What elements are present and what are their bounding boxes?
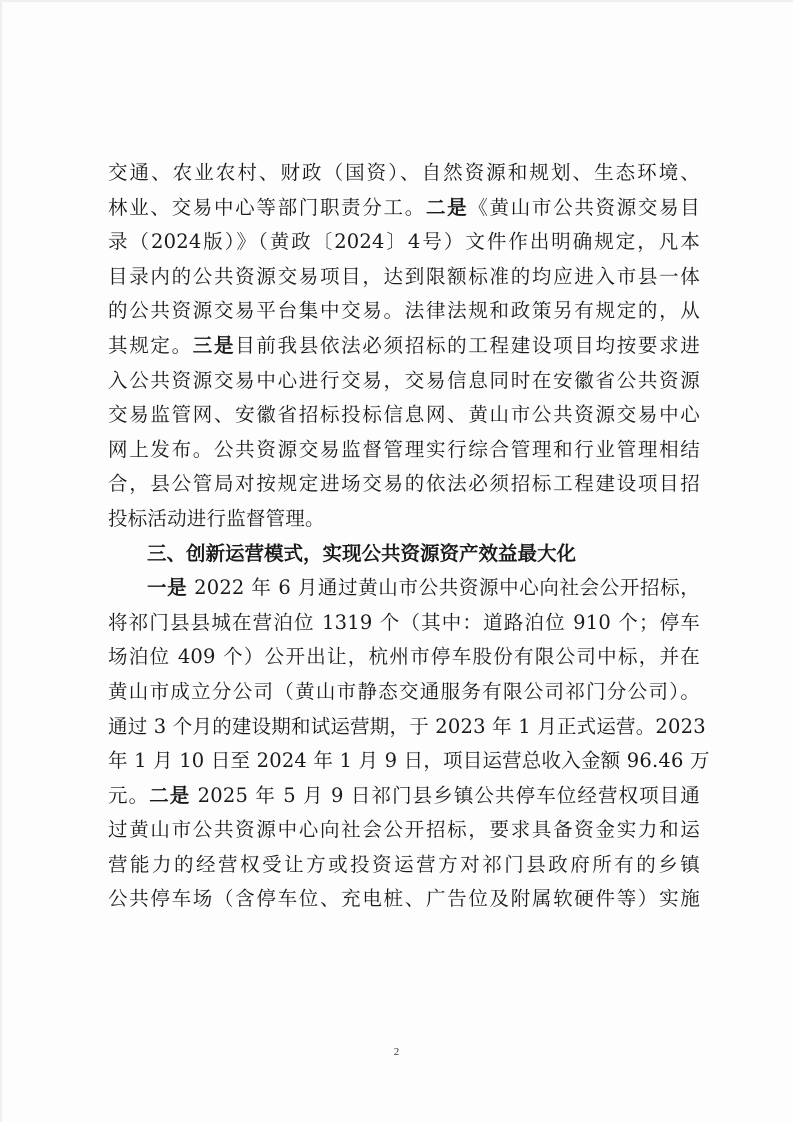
text-line: 目录内的公共资源交易项目，达到限额标准的均应进入市县一体 <box>108 264 700 288</box>
text-line: 交通、农业农村、财政（国资）、自然资源和规划、生态环境、 <box>108 161 700 184</box>
text-line: 场泊位 409 个）公开出让，杭州市停车股份有限公司中标，并在 <box>108 645 700 669</box>
section-heading: 三、创新运营模式，实现公共资源资产效益最大化 <box>147 541 577 565</box>
document-body <box>108 156 710 917</box>
text-line: 交易监管网、安徽省招标投标信息网、黄山市公共资源交易中心 <box>108 403 700 427</box>
text-run: 其规定。 <box>108 333 193 357</box>
scan-edge-top <box>0 0 793 2</box>
text-line <box>108 191 700 226</box>
text-line: 合，县公管局对按规定进场交易的依法必须招标工程建设项目招 <box>108 472 700 496</box>
text-line: 黄山市成立分公司（黄山市静态交通服务有限公司祁门分公司）。 <box>108 679 700 703</box>
text-run: 2022 年 6 月通过黄山市公共资源中心向社会公开招标， <box>187 576 701 600</box>
scan-edge <box>0 0 3 1122</box>
text-line: 网上发布。公共资源交易监督管理实行综合管理和行业管理相结 <box>108 437 700 461</box>
text-line: 公共停车场（含停车位、充电桩、广告位及附属软硬件等）实施 <box>108 887 700 911</box>
text-line: 将祁门县县城在营泊位 1319 个（其中：道路泊位 910 个；停车 <box>108 610 700 634</box>
text-run: 2025 年 5 月 9 日祁门县乡镇公共停车位经营权项目通 <box>190 783 700 807</box>
emphasis-label: 二是 <box>149 783 191 807</box>
text-line: 投标活动进行监督管理。 <box>108 506 325 530</box>
text-line: 通过 3 个月的建设期和试运营期，于 2023 年 1 月正式运营。2023 <box>108 714 706 738</box>
paragraph-operations <box>108 571 710 917</box>
text-line: 年 1 月 10 日至 2024 年 1 月 9 日，项目运营总收入金额 96.46 万 <box>108 749 710 773</box>
paragraph-regulation <box>108 156 700 537</box>
emphasis-label: 三是 <box>192 333 236 357</box>
text-line: 营能力的经营权受让方或投资运营方对祁门县政府所有的乡镇 <box>108 852 700 876</box>
text-line: 入公共资源交易中心进行交易，交易信息同时在安徽省公共资源 <box>108 368 700 392</box>
emphasis-label: 二是 <box>425 195 469 219</box>
page-number: 2 <box>393 1046 400 1058</box>
text-line <box>108 571 700 606</box>
text-line <box>108 779 700 814</box>
text-line <box>108 329 700 364</box>
text-run: 目前我县依法必须招标的工程建设项目均按要求进 <box>235 333 701 357</box>
text-line: 的公共资源交易平台集中交易。法律法规和政策另有规定的，从 <box>108 299 700 323</box>
text-run: 林业、交易中心等部门职责分工。 <box>108 195 426 219</box>
emphasis-label: 一是 <box>147 576 188 600</box>
text-line: 过黄山市公共资源中心向社会公开招标，要求具备资金实力和运 <box>108 818 700 842</box>
text-run: 元。 <box>108 783 150 807</box>
text-line: 录（2024版）》（黄政〔2024〕4号）文件作出明确规定，凡本 <box>108 230 700 254</box>
text-run: 《黄山市公共资源交易目 <box>468 195 700 219</box>
